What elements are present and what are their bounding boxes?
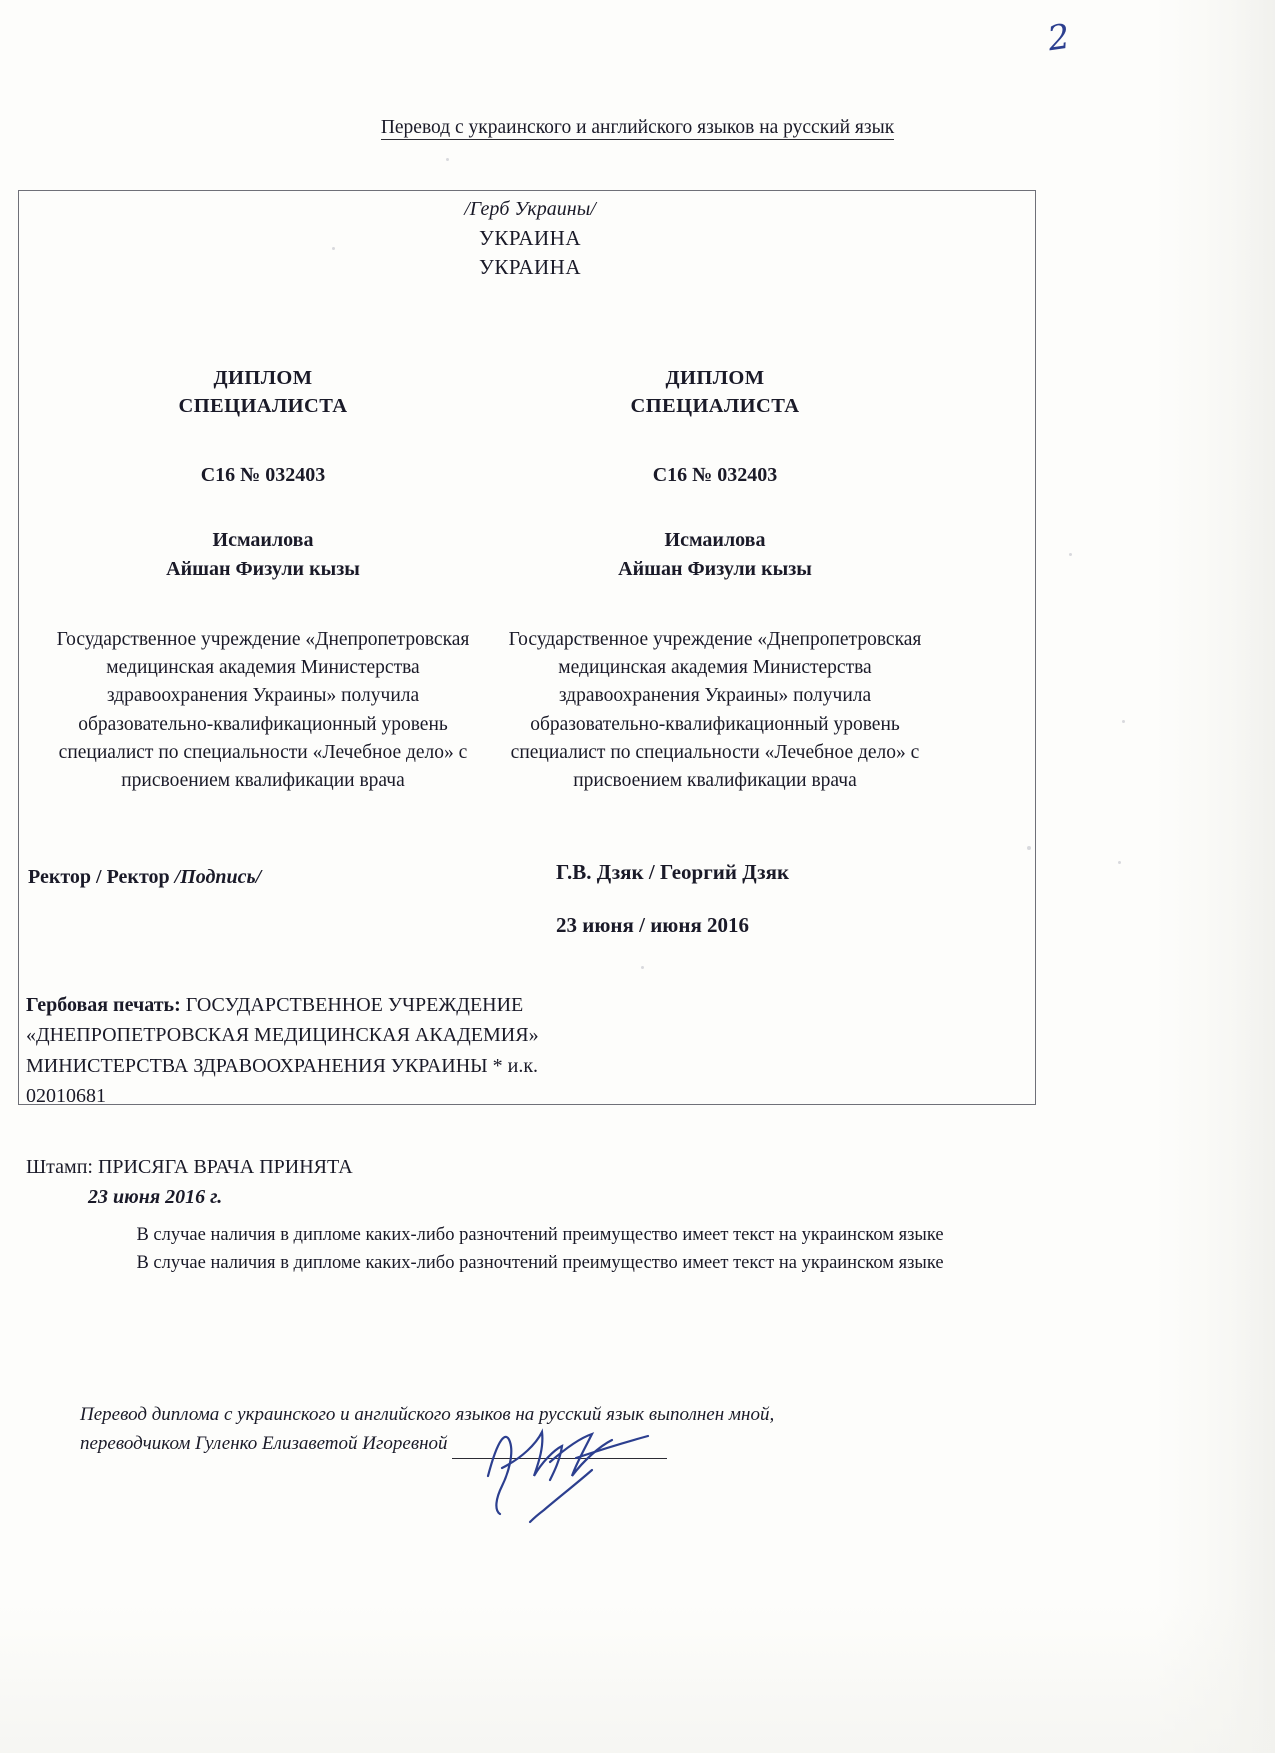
diploma-title-right [500,365,930,420]
translator-signature-line [452,1441,667,1459]
graduate-surname-left: Исмаилова [212,528,314,551]
footnote-block [0,1222,1080,1278]
scan-speck [1118,861,1121,864]
seal-text: ГОСУДАРСТВЕННОЕ УЧРЕЖДЕНИЕ «ДНЕПРОПЕТРОВСКАЯ МЕДИЦИНСКАЯ АКАДЕМИЯ» МИНИСТЕРСТВА ЗДРАВООХРАНЕНИЯ УКРАИНЫ * и.к. 02010681 [26,994,539,1108]
diploma-body-left: Государственное учреждение «Днепропетровская медицинская академия Министерства здравоохранения Украины» получила образовательно-квалификационный уровень специалист по специальности «Лечебное дело» с присвоением квалификации врача [56,628,470,792]
translation-direction-note [0,117,1275,139]
translator-certification-line-2: переводчиком Гуленко Елизаветой Игоревной [80,1433,448,1455]
diploma-title-right-line1: ДИПЛОМ [665,367,765,389]
diploma-title-left [48,365,478,420]
translator-certification [80,1400,980,1459]
footnote-line-2: В случае наличия в дипломе каких-либо разночтений преимущество имеет текст на украинском языке [136,1252,944,1273]
translation-direction-text: Перевод с украинского и английского языков на русский язык [380,117,895,138]
country-line-ukrainian: УКРАИНА [478,225,582,250]
stamp-text: ПРИСЯГА ВРАЧА ПРИНЯТА [97,1156,353,1178]
coat-of-arms-note: /Герб Украины/ [464,198,596,220]
rector-label: Ректор / Ректор [28,866,170,888]
diploma-title-left-line1: ДИПЛОМ [213,367,313,389]
diploma-number-left: С16 № 032403 [200,464,326,487]
translator-certification-line-2-row [80,1429,980,1458]
diploma-title-right-line2: СПЕЦИАЛИСТА [630,394,800,417]
graduate-name-right [500,526,930,584]
diploma-title-left-line2: СПЕЦИАЛИСТА [178,394,348,417]
country-line-english: УКРАИНА [478,254,582,279]
diploma-column-left [48,365,478,795]
rector-name: Г.В. Дзяк / Георгий Дзяк [556,860,790,884]
graduate-givenname-left: Айшан Физули кызы [166,557,360,580]
footnote-line-1: В случае наличия в дипломе каких-либо разночтений преимущество имеет текст на украинском языке [136,1225,944,1245]
emblem-block [0,196,1060,282]
diploma-issue-date: 23 июня / июня 2016 [556,913,750,937]
scan-shadow-right [1155,0,1275,1753]
graduate-name-left [48,526,478,584]
official-seal-description [26,990,586,1112]
graduate-surname-right: Исмаилова [664,528,766,551]
diploma-number-right: С16 № 032403 [652,464,778,487]
stamp-description [26,1152,626,1212]
translator-certification-line-1: Перевод диплома с украинского и английского языков на русский язык выполнен мной, [80,1404,775,1425]
rector-signature-marker: /Подпись/ [174,866,262,888]
graduate-givenname-right: Айшан Физули кызы [618,557,812,580]
rector-signature-line [28,866,261,889]
handwritten-page-number: 2 [1045,16,1073,60]
stamp-label: Штамп: [26,1156,93,1178]
scan-speck [1122,720,1125,723]
diploma-body-right: Государственное учреждение «Днепропетровская медицинская академия Министерства здравоохранения Украины» получила образовательно-квалификационный уровень специалист по специальности «Лечебное дело» с присвоением квалификации врача [508,628,922,792]
seal-label: Гербовая печать: [26,994,181,1016]
diploma-column-right [500,365,930,795]
scan-shadow-bottom [0,1603,1275,1753]
stamp-date: 23 июня 2016 г. [88,1186,223,1208]
scan-speck [1069,553,1072,556]
diploma-frame-left-edge [18,190,19,1105]
scan-speck [446,158,449,161]
